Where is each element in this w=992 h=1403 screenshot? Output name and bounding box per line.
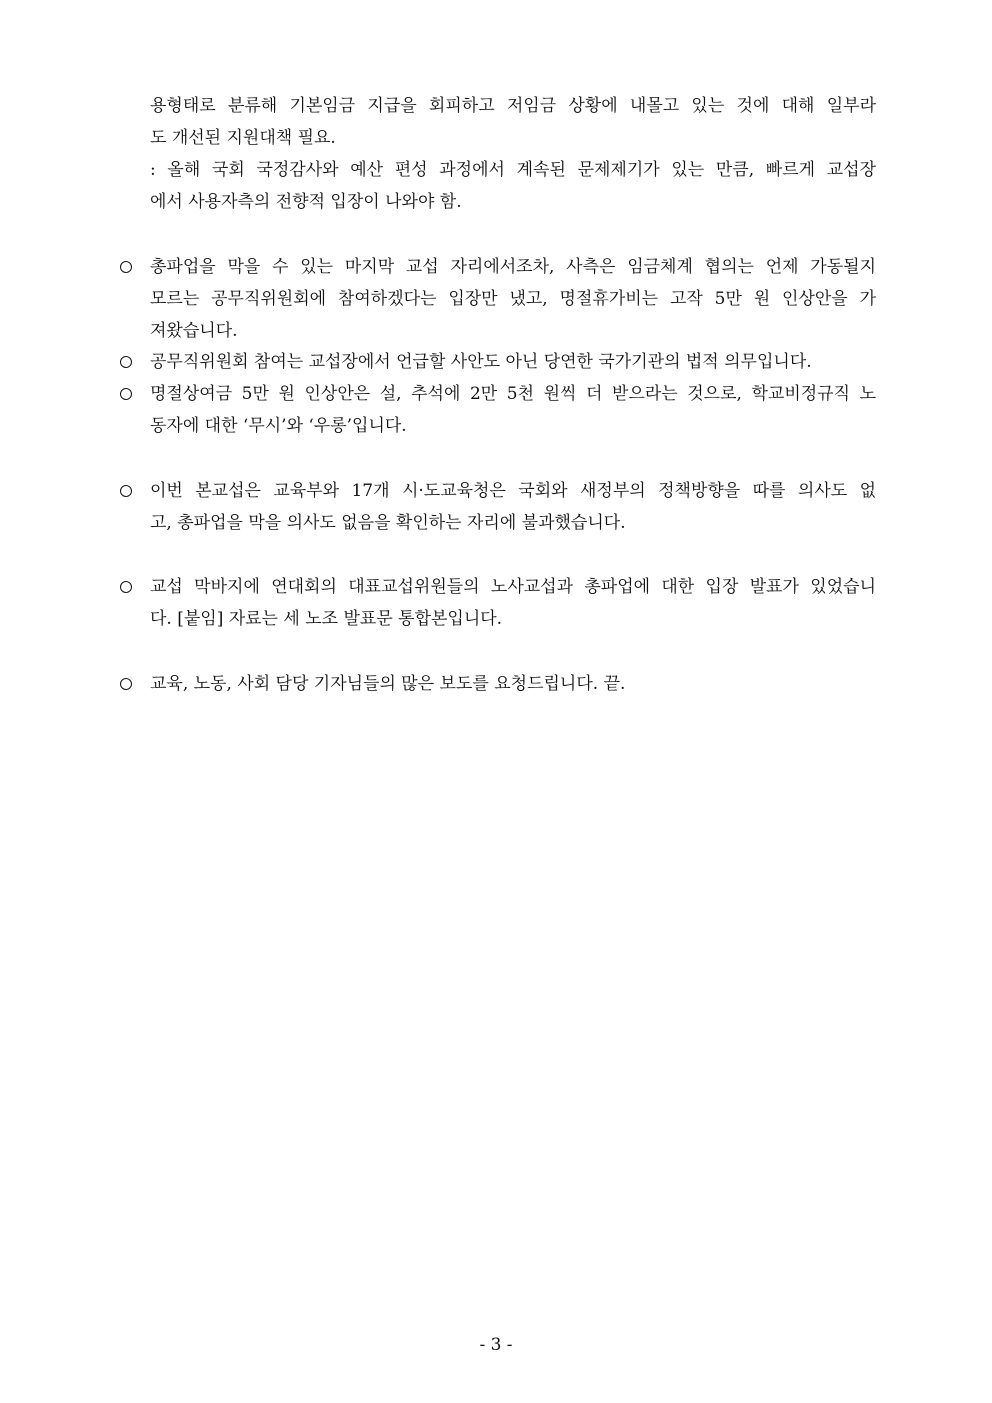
continuation-line-1: 용형태로 분류해 기본임금 지급을 회피하고 저임금 상황에 내몰고 있는 것에 대해 일부라: [150, 96, 876, 116]
bullet-3-line-2: 동자에 대한 ‘무시’와 ‘우롱’입니다.: [150, 416, 407, 436]
bullet-3-line-1: 명절상여금 5만 원 인상안은 설, 추석에 2만 5천 원씩 더 받으라는 것으로, 학교비정규직 노: [150, 384, 876, 404]
bullet-4-line-1: 이번 본교섭은 교육부와 17개 시·도교육청은 국회와 새정부의 정책방향을 따를 의사도 없: [150, 481, 876, 501]
circle-bullet-icon: [120, 388, 132, 400]
bullet-5-line-1: 교섭 막바지에 연대회의 대표교섭위원들의 노사교섭과 총파업에 대한 입장 발표가 있었습니: [150, 577, 876, 597]
continuation-line-3: : 올해 국회 국정감사와 예산 편성 과정에서 계속된 문제제기가 있는 만큼, 빠르게 교섭장: [150, 160, 876, 180]
page-number: - 3 -: [479, 1335, 513, 1355]
bullet-6-line-1: 교육, 노동, 사회 담당 기자님들의 많은 보도를 요청드립니다. 끝.: [150, 674, 626, 694]
bullet-5-line-2: 다. [붙임] 자료는 세 노조 발표문 통합본입니다.: [150, 609, 503, 629]
continuation-line-4: 에서 사용자측의 전향적 입장이 나와야 함.: [150, 192, 462, 212]
continuation-line-2: 도 개선된 지원대책 필요.: [150, 128, 336, 148]
bullet-1-line-1: 총파업을 막을 수 있는 마지막 교섭 자리에서조차, 사측은 임금체계 협의는 언제 가동될지: [150, 257, 876, 277]
circle-bullet-icon: [120, 485, 132, 497]
circle-bullet-icon: [120, 581, 132, 593]
bullet-4-line-2: 고, 총파업을 막을 의사도 없음을 확인하는 자리에 불과했습니다.: [150, 513, 626, 533]
bullet-1-line-2: 모르는 공무직위원회에 참여하겠다는 입장만 냈고, 명절휴가비는 고작 5만 원 인상안을 가: [150, 289, 876, 309]
circle-bullet-icon: [120, 261, 132, 273]
bullet-2-line-1: 공무직위원회 참여는 교섭장에서 언급할 사안도 아닌 당연한 국가기관의 법적 의무입니다.: [150, 352, 812, 372]
circle-bullet-icon: [120, 356, 132, 368]
circle-bullet-icon: [120, 678, 132, 690]
bullet-1-line-3: 져왔습니다.: [150, 321, 238, 341]
